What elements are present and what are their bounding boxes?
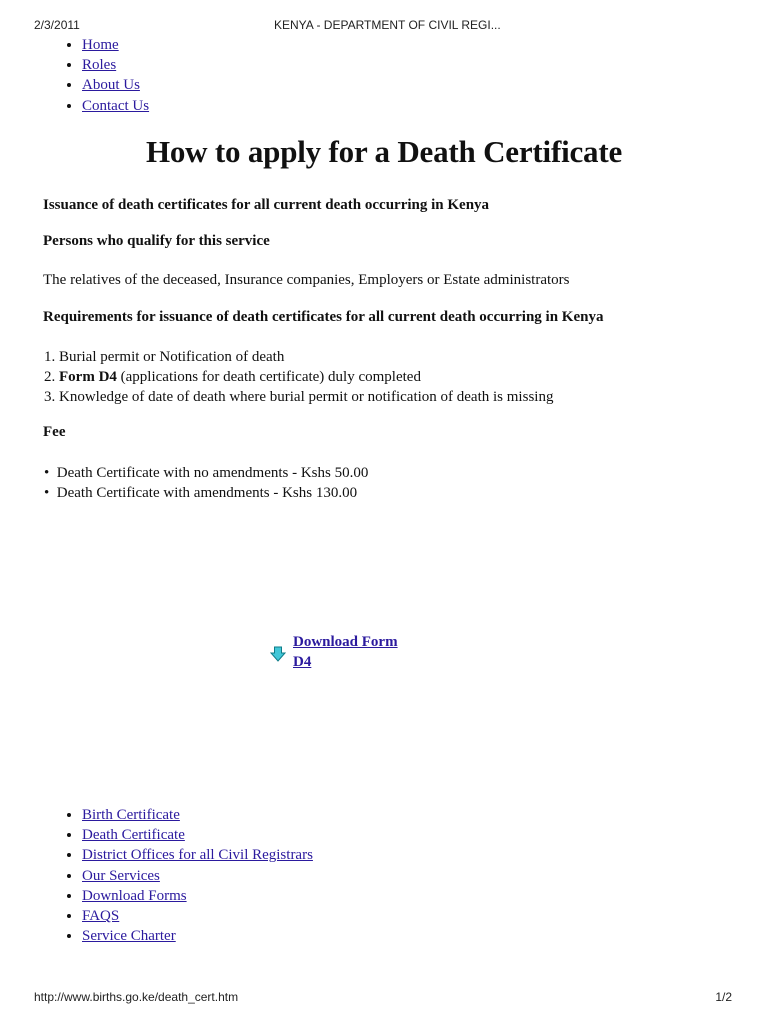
service-charter-link[interactable]: Service Charter <box>82 928 176 945</box>
our-services-link[interactable]: Our Services <box>82 867 160 884</box>
bottom-nav-item <box>82 845 313 865</box>
requirement-item: 1. Burial permit or Notification of death <box>44 349 285 365</box>
issuance-heading: Issuance of death certificates for all current death occurring in Kenya <box>43 197 490 213</box>
bottom-nav-item <box>82 825 313 845</box>
top-nav-item-roles <box>82 55 149 75</box>
faqs-link[interactable]: FAQS <box>82 908 120 925</box>
top-nav-item-about <box>82 75 149 95</box>
fee-item: • Death Certificate with amendments - Kshs 130.00 <box>44 485 358 501</box>
fee-item: • Death Certificate with no amendments - Kshs 50.00 <box>44 465 369 481</box>
download-link-line1: Download Form <box>293 634 398 650</box>
bottom-nav-item <box>82 866 313 886</box>
requirements-heading: Requirements for issuance of death certificates for all current death occurring in Kenya <box>43 309 604 325</box>
qualify-text: The relatives of the deceased, Insurance companies, Employers or Estate administrators <box>43 272 570 288</box>
download-link-line2: D4 <box>293 654 312 670</box>
top-nav-item-contact <box>82 96 149 116</box>
bottom-nav-item <box>82 906 313 926</box>
birth-certificate-link[interactable]: Birth Certificate <box>82 807 180 823</box>
fee-text: Death Certificate with amendments - Kshs 130.00 <box>56 485 358 501</box>
fee-heading: Fee <box>43 424 66 440</box>
requirement-item: 3. Knowledge of date of death where burial permit or notification of death is missing <box>44 389 554 405</box>
print-title: KENYA - DEPARTMENT OF CIVIL REGI... <box>274 18 501 32</box>
top-nav <box>46 35 149 116</box>
page-title: How to apply for a Death Certificate <box>145 134 623 169</box>
roles-link[interactable]: Roles <box>82 57 117 74</box>
download-form-d4-link[interactable] <box>293 632 413 672</box>
bottom-nav-item <box>82 886 313 906</box>
death-certificate-link[interactable]: Death Certificate <box>82 827 185 844</box>
requirement-number: 2. <box>44 369 56 385</box>
requirements-list <box>44 347 553 407</box>
district-offices-link[interactable]: District Offices for all Civil Registrars <box>82 847 313 864</box>
fee-text: Death Certificate with no amendments - Kshs 50.00 <box>56 465 369 481</box>
bottom-nav-item <box>82 926 313 946</box>
bottom-nav <box>46 805 313 946</box>
bottom-nav-item <box>82 805 313 825</box>
download-forms-link[interactable]: Download Forms <box>82 887 187 904</box>
qualify-heading: Persons who qualify for this service <box>43 233 270 249</box>
form-d4-label: Form D4 <box>59 369 117 385</box>
fee-list <box>44 463 368 503</box>
requirement-text: (applications for death certificate) duly completed <box>120 369 421 385</box>
home-link[interactable]: Home <box>82 37 119 53</box>
about-us-link[interactable]: About Us <box>82 77 140 94</box>
print-date: 2/3/2011 <box>34 18 80 32</box>
print-url: http://www.births.go.ke/death_cert.htm <box>34 990 239 1004</box>
download-arrow-icon[interactable] <box>270 646 286 662</box>
requirement-item <box>44 367 553 387</box>
page-number: 1/2 <box>715 990 732 1004</box>
top-nav-item-home <box>82 35 149 55</box>
contact-us-link[interactable]: Contact Us <box>82 97 150 114</box>
